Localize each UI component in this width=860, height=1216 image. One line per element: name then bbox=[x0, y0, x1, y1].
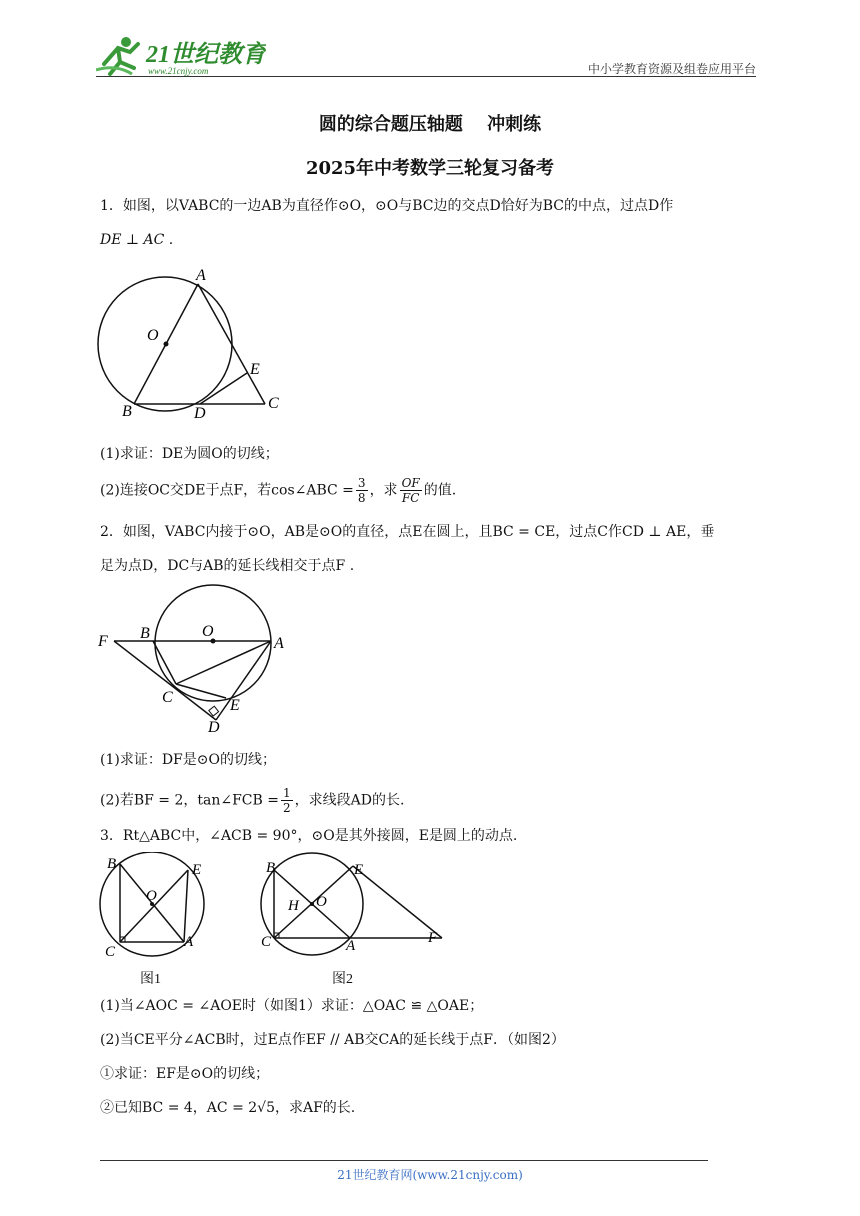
q2-label-F: F bbox=[98, 633, 108, 650]
q3-figure2 bbox=[256, 852, 456, 962]
footer-divider bbox=[100, 1160, 708, 1161]
q1-stem-line2: DE ⊥ AC . bbox=[100, 232, 174, 248]
q3-part2: (2)当CE平分∠ACB时，过E点作EF // AB交CA的延长线于点F．（如图2） bbox=[100, 1032, 565, 1048]
q2-label-O: O bbox=[202, 623, 214, 640]
q1-label-A: A bbox=[196, 267, 206, 284]
logo-url: www.21cnjy.com bbox=[148, 66, 209, 76]
q2-tan-fraction: $\frac{1}{2}$ bbox=[283, 786, 291, 815]
q3f1-label-A: A bbox=[184, 934, 194, 950]
q3-figure1 bbox=[96, 852, 216, 962]
q2-part2: (2)若BF = 2，tan∠FCB = $\frac{1}{2}$ ，求线段AD的长. bbox=[100, 786, 405, 815]
q1-part2-text-c: 的值. bbox=[423, 482, 457, 499]
q2-stem-line2: 足为点D，DC与AB的延长线相交于点F . bbox=[100, 558, 355, 574]
q3-stem: 3．Rt△ABC中，∠ACB = 90°，⊙O是其外接圆，E是圆上的动点. bbox=[100, 828, 518, 844]
q1-part1: (1)求证：DE为圆O的切线； bbox=[100, 446, 279, 462]
q3f2-label-H: H bbox=[288, 898, 299, 914]
q3f2-label-A: A bbox=[346, 938, 356, 954]
q1-label-B: B bbox=[122, 403, 132, 420]
q2-label-A: A bbox=[274, 635, 284, 652]
q3f1-label-E: E bbox=[192, 862, 202, 878]
q3-sub1: ①求证：EF是⊙O的切线； bbox=[100, 1066, 270, 1082]
q2-figure bbox=[96, 580, 296, 740]
q1-part2-text-b: ，求 bbox=[369, 482, 398, 499]
q1-ratio-fraction: $\frac{OF}{FC}$ bbox=[401, 476, 420, 505]
q2-label-B: B bbox=[140, 625, 150, 642]
q1-part2-text-a: (2)连接OC交DE于点F，若cos∠ABC = bbox=[100, 482, 354, 499]
q3-sub2: ②已知BC = 4，AC = 2√5，求AF的长. bbox=[100, 1100, 356, 1116]
header-platform-text: 中小学教育资源及组卷应用平台 bbox=[587, 62, 756, 76]
q3-part1: (1)当∠AOC = ∠AOE时（如图1）求证：△OAC ≌ △OAE； bbox=[100, 998, 484, 1014]
q3f1-label-O: O bbox=[146, 888, 157, 904]
q1-cos-fraction: $\frac{3}{8}$ bbox=[357, 476, 366, 505]
q3f2-label-B: B bbox=[266, 860, 276, 876]
q2-label-D: D bbox=[208, 719, 220, 736]
header-divider bbox=[96, 76, 756, 77]
page-title: 圆的综合题压轴题 冲刺练 bbox=[318, 114, 542, 135]
q2-part1: (1)求证：DF是⊙O的切线； bbox=[100, 752, 276, 768]
q1-label-O: O bbox=[147, 327, 159, 344]
q1-label-D: D bbox=[194, 405, 206, 422]
q1-label-E: E bbox=[250, 361, 260, 378]
site-logo bbox=[96, 34, 266, 78]
page-subtitle: 2025年中考数学三轮复习备考 bbox=[305, 158, 555, 179]
q3-figure1-caption: 图1 bbox=[140, 972, 161, 987]
q1-label-C: C bbox=[268, 395, 279, 412]
q2-stem-line1: 2．如图，VABC内接于⊙O，AB是⊙O的直径，点E在圆上，且BC = CE，过点C作CD ⊥ AE，垂 bbox=[100, 524, 715, 540]
q3f1-label-B: B bbox=[107, 856, 117, 872]
logo-text: 21世纪教育 bbox=[146, 42, 266, 68]
q2-label-E: E bbox=[230, 697, 240, 714]
q3-figure2-caption: 图2 bbox=[332, 972, 353, 987]
footer-link[interactable]: 21世纪教育网(www.21cnjy.com) bbox=[337, 1168, 523, 1182]
runner-icon bbox=[96, 37, 138, 74]
q2-label-C: C bbox=[162, 689, 173, 706]
q3f2-label-C: C bbox=[261, 934, 272, 950]
q3f2-label-F: F bbox=[428, 930, 438, 946]
q1-part2 bbox=[100, 476, 456, 505]
q1-figure bbox=[92, 262, 292, 422]
q3f1-label-C: C bbox=[105, 944, 116, 960]
q3f2-label-E: E bbox=[354, 862, 364, 878]
q1-stem-line1: 1．如图，以VABC的一边AB为直径作⊙O，⊙O与BC边的交点D恰好为BC的中点，过点D作 bbox=[100, 198, 674, 214]
q3f2-label-O: O bbox=[316, 894, 327, 910]
